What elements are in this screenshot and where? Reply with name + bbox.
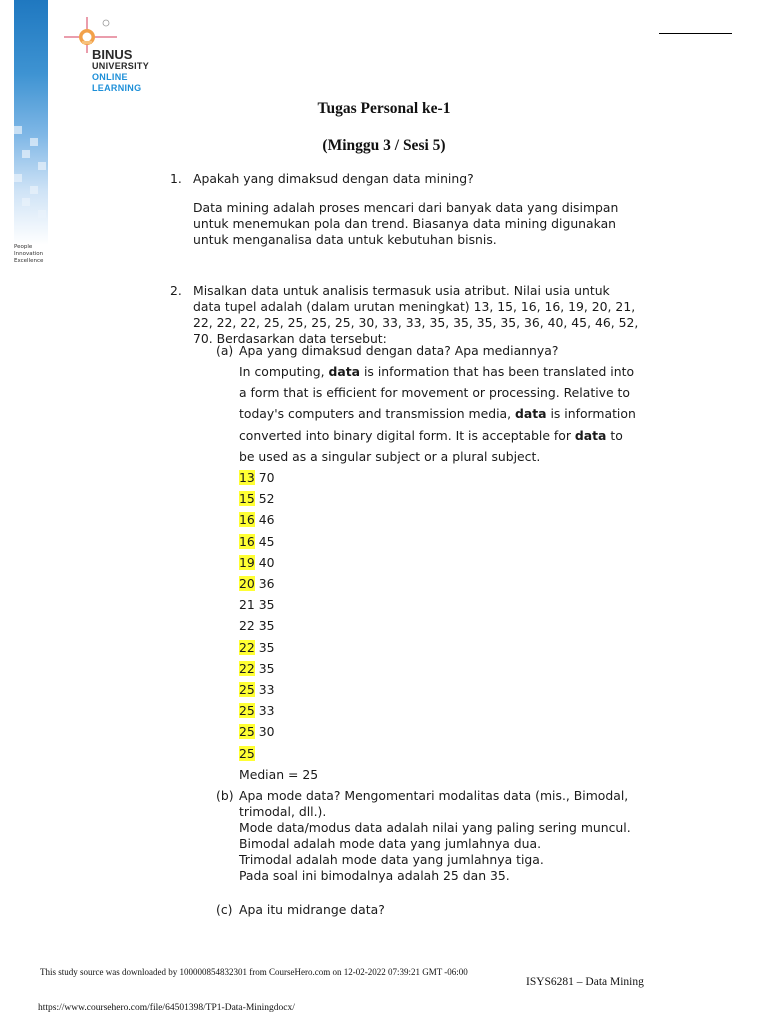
sorted-descending-value: 30: [258, 724, 275, 740]
sorted-ascending-value: 22: [239, 618, 255, 634]
logo-online: ONLINE: [92, 72, 128, 82]
sorted-descending-value: 52: [258, 491, 275, 507]
sorted-descending-value: 40: [258, 554, 275, 570]
q1-question: Apakah yang dimaksud dengan data mining?: [193, 171, 474, 186]
sorted-descending-value: 35: [258, 660, 275, 676]
median-pair-row: [239, 618, 275, 633]
q2b-line: Bimodal adalah mode data yang jumlahnya dua.: [239, 836, 542, 851]
q2b-line: Apa mode data? Mengomentari modalitas data (mis., Bimodal,: [239, 788, 629, 803]
q2-intro-line: 22, 22, 22, 25, 25, 25, 25, 30, 33, 33, 35, 35, 35, 35, 36, 40, 45, 46, 52,: [193, 315, 639, 330]
median-pair-row: [239, 512, 275, 527]
sorted-ascending-value: 22: [239, 639, 255, 655]
median-pair-row: [239, 576, 275, 591]
tagline-excellence: Excellence: [14, 258, 44, 264]
sorted-ascending-value: 25: [239, 682, 255, 697]
q2c-question: Apa itu midrange data?: [239, 902, 385, 917]
sorted-descending-value: 46: [258, 512, 275, 528]
median-pair-row: [239, 724, 275, 739]
sorted-descending-value: 70: [258, 470, 275, 485]
source-url[interactable]: https://www.coursehero.com/file/64501398/TP1-Data-Miningdocx/: [38, 1003, 295, 1013]
sorted-ascending-value: 15: [239, 491, 255, 507]
sorted-ascending-value: 16: [239, 533, 255, 549]
median-pair-row: [239, 746, 255, 761]
median-pair-row: [239, 682, 275, 697]
q2b-line: Trimodal adalah mode data yang jumlahnya tiga.: [239, 852, 544, 867]
median-pair-row: [239, 534, 275, 549]
median-pair-row: [239, 555, 275, 570]
download-notice: This study source was downloaded by 100000854832301 from CourseHero.com on 12-02-2022 07:39:21 GMT -06:00: [40, 967, 468, 977]
q2-number: 2.: [170, 283, 182, 298]
sidebar-decoration: [0, 0, 48, 245]
tagline: [14, 244, 43, 265]
median-result: Median = 25: [239, 767, 319, 782]
q2b-content: [239, 788, 631, 884]
definition-line: be used as a singular subject or a plural subject.: [239, 448, 541, 464]
sorted-ascending-value: 25: [239, 724, 255, 740]
definition-line: In computing, data is information that has been translated into: [239, 364, 635, 379]
sorted-ascending-value: 25: [239, 703, 255, 719]
tagline-innovation: Innovation: [14, 251, 44, 257]
sorted-descending-value: 35: [258, 597, 275, 613]
logo-wordmark: [92, 48, 149, 94]
page-subtitle: (Minggu 3 / Sesi 5): [322, 137, 446, 154]
header-rule: [659, 33, 732, 34]
q2a-question: Apa yang dimaksud dengan data? Apa mediannya?: [239, 343, 559, 358]
definition-line: converted into binary digital form. It is acceptable for data to: [239, 427, 623, 443]
q2a-definition: [239, 361, 636, 467]
q1-answer-line: Data mining adalah proses mencari dari banyak data yang disimpan: [193, 200, 619, 215]
median-pair-row: [239, 661, 275, 676]
sorted-descending-value: 35: [258, 639, 275, 655]
definition-line: today's computers and transmission media, data is information: [239, 406, 636, 422]
sorted-descending-value: 35: [258, 618, 275, 634]
q2-intro: [193, 283, 638, 347]
q1-answer-line: untuk menganalisa data untuk kebutuhan bisnis.: [193, 232, 497, 247]
logo-university: UNIVERSITY: [92, 61, 150, 71]
sorted-ascending-value: 20: [239, 576, 255, 591]
median-pair-row: [239, 491, 275, 506]
q2-intro-line: 70. Berdasarkan data tersebut:: [193, 331, 387, 346]
definition-line: a form that is efficient for movement or processing. Relative to: [239, 385, 630, 401]
sorted-descending-value: 33: [258, 682, 275, 697]
sorted-ascending-value: 13: [239, 470, 255, 485]
median-pair-row: [239, 703, 275, 718]
q1-number: 1.: [170, 171, 182, 186]
q2b-line: trimodal, dll.).: [239, 804, 327, 819]
q2a-label: (a): [216, 343, 234, 358]
median-pair-row: [239, 640, 275, 655]
q1-answer: [193, 200, 618, 248]
sorted-descending-value: 36: [258, 576, 275, 591]
median-pair-row: [239, 470, 275, 485]
sorted-ascending-value: 22: [239, 660, 255, 676]
tagline-people: People: [14, 244, 33, 250]
logo-learning: LEARNING: [92, 83, 142, 93]
sorted-descending-value: 45: [258, 533, 275, 549]
q2-intro-line: Misalkan data untuk analisis termasuk usia atribut. Nilai usia untuk: [193, 283, 610, 298]
page-title: Tugas Personal ke-1: [317, 100, 451, 117]
median-pair-row: [239, 597, 275, 612]
q2b-label: (b): [216, 788, 234, 803]
sorted-descending-value: 33: [258, 703, 275, 719]
q2c-label: (c): [216, 902, 233, 917]
q2b-line: Mode data/modus data adalah nilai yang paling sering muncul.: [239, 820, 631, 835]
sorted-ascending-value: 16: [239, 512, 255, 528]
q2-intro-line: data tupel adalah (dalam urutan meningkat) 13, 15, 16, 16, 19, 20, 21,: [193, 299, 636, 314]
sorted-ascending-value: 25: [239, 745, 255, 761]
logo-binus: BINUS: [92, 47, 133, 62]
q1-answer-line: untuk menemukan pola dan trend. Biasanya data mining digunakan: [193, 216, 617, 231]
course-name: ISYS6281 – Data Mining: [526, 976, 644, 988]
sorted-ascending-value: 19: [239, 554, 255, 570]
q2b-line: Pada soal ini bimodalnya adalah 25 dan 35.: [239, 868, 510, 883]
sorted-ascending-value: 21: [239, 597, 255, 613]
